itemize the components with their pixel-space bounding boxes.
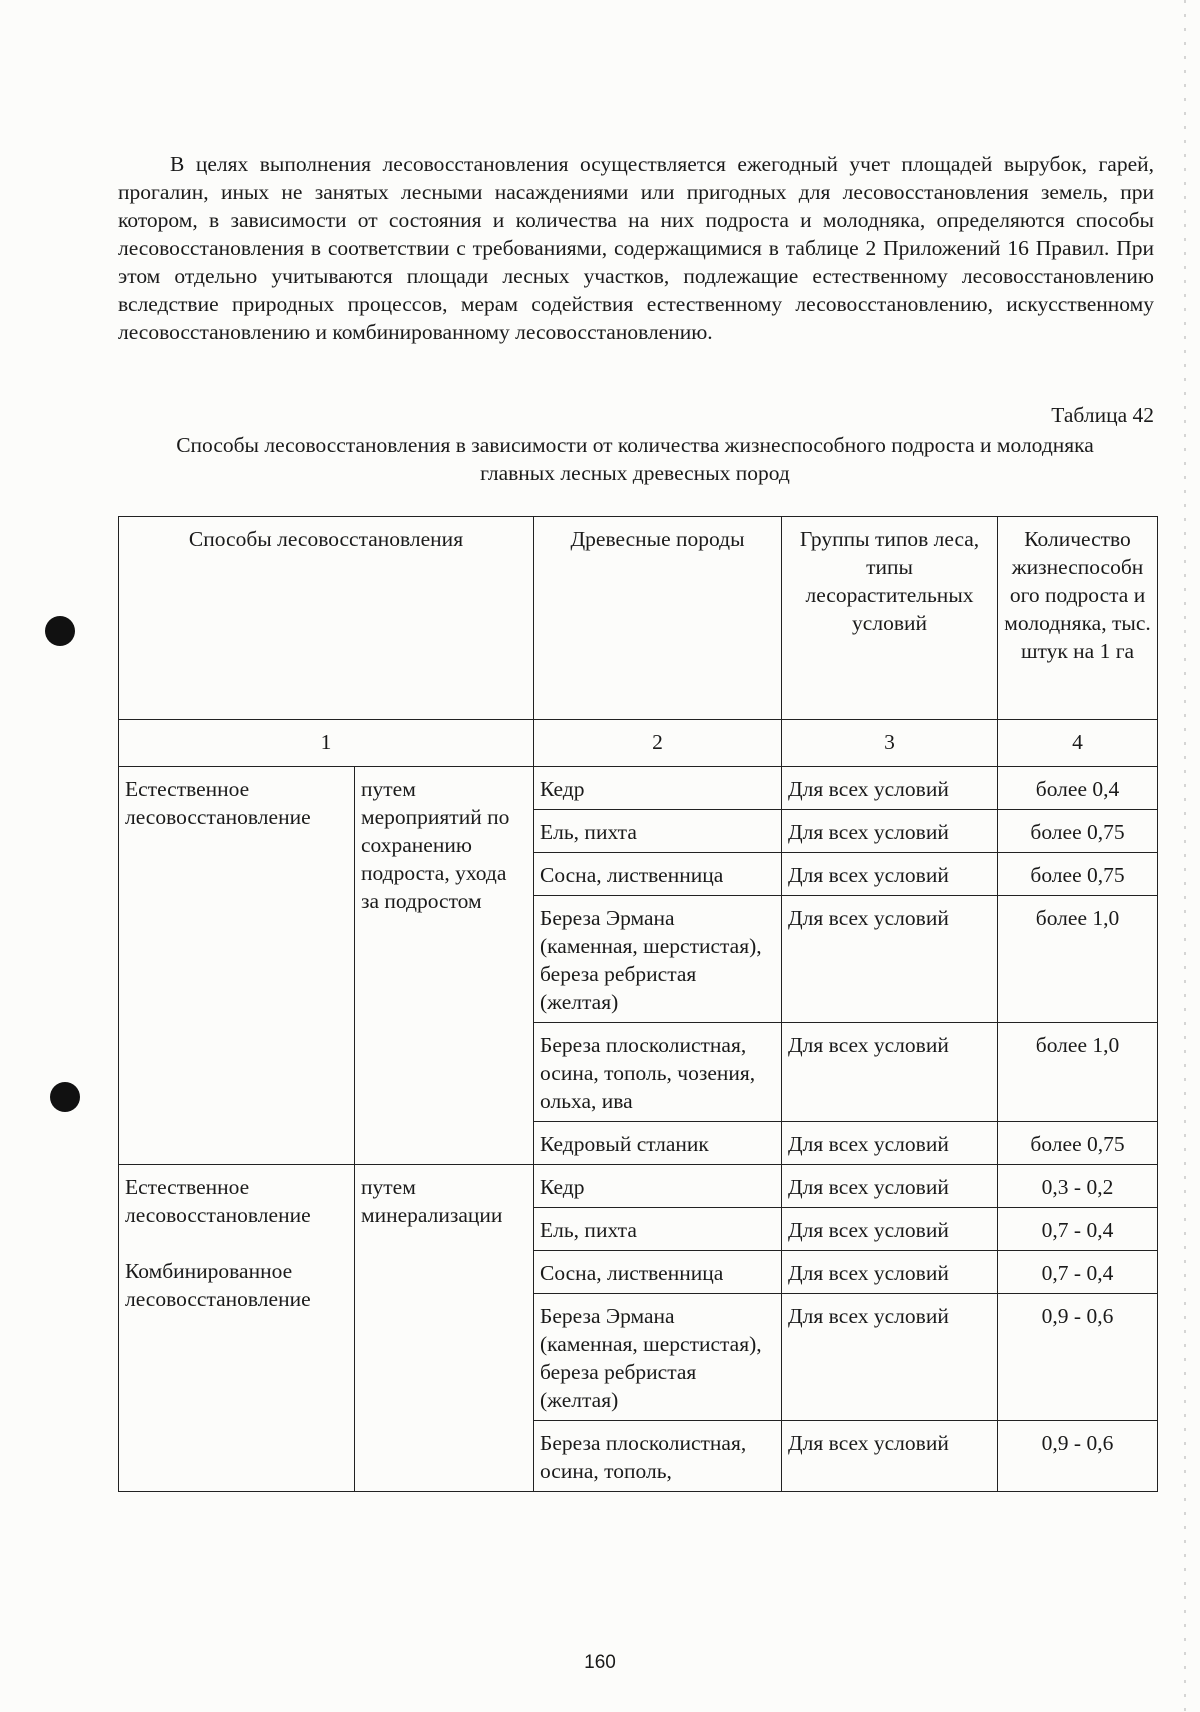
spacer: [125, 1229, 348, 1257]
conditions-cell: Для всех условий: [782, 767, 998, 810]
sub-method-cell: путем минерализации: [355, 1165, 534, 1492]
species-cell: Береза плосколистная, осина, тополь,: [534, 1421, 782, 1492]
species-cell: Кедр: [534, 767, 782, 810]
amount-cell: более 0,75: [998, 853, 1158, 896]
amount-cell: 0,9 - 0,6: [998, 1421, 1158, 1492]
species-cell: Береза Эрмана (каменная, шерстистая), береза ребристая (желтая): [534, 1294, 782, 1421]
amount-cell: более 0,4: [998, 767, 1158, 810]
page-number: 160: [584, 1652, 616, 1673]
amount-cell: более 0,75: [998, 1122, 1158, 1165]
header-species: Древесные породы: [534, 517, 782, 720]
header-amount: Количество жизнеспособн ого подроста и молодняка, тыс. штук на 1 га: [998, 517, 1158, 720]
species-cell: Ель, пихта: [534, 1208, 782, 1251]
species-cell: Кедровый стланик: [534, 1122, 782, 1165]
species-cell: Береза Эрмана (каменная, шерстистая), береза ребристая (желтая): [534, 896, 782, 1023]
intro-paragraph: В целях выполнения лесовосстановления осуществляется ежегодный учет площадей вырубок, гарей, прогалин, иных не занятых лесными насаждениями или пригодных для лесовосстановления земель, при котором, в зависимости от состояния и количества на них подроста и молодняка, определяются способы лесовосстановления в соответствии с требованиями, содержащимися в таблице 2 Приложений 16 Правил. При этом отдельно учитываются площади лесных участков, подлежащие естественному лесовосстановлению вследствие природных процессов, мерам содействия естественному лесовосстановлению, искусственному лесовосстановлению и комбинированному лесовосстановлению.: [118, 152, 1154, 344]
col-number: 1: [119, 720, 534, 767]
col-number: 4: [998, 720, 1158, 767]
col-number: 3: [782, 720, 998, 767]
conditions-cell: Для всех условий: [782, 1165, 998, 1208]
column-number-row: [119, 720, 1158, 767]
amount-cell: более 0,75: [998, 810, 1158, 853]
header-forest-types: Группы типов леса, типы лесорастительных условий: [782, 517, 998, 720]
method-natural: Естественное лесовосстановление: [125, 1175, 311, 1227]
species-cell: Береза плосколистная, осина, тополь, чозения, ольха, ива: [534, 1023, 782, 1122]
conditions-cell: Для всех условий: [782, 1294, 998, 1421]
punch-hole: [50, 1082, 80, 1112]
header-methods: Способы лесовосстановления: [119, 517, 534, 720]
conditions-cell: Для всех условий: [782, 1208, 998, 1251]
conditions-cell: Для всех условий: [782, 853, 998, 896]
col-number: 2: [534, 720, 782, 767]
species-cell: Сосна, лиственница: [534, 853, 782, 896]
amount-cell: 0,9 - 0,6: [998, 1294, 1158, 1421]
reforestation-table: [118, 516, 1158, 1492]
table-row: [119, 767, 1158, 810]
sub-method-cell: путем мероприятий по сохранению подроста, ухода за подростом: [355, 767, 534, 1165]
species-cell: Сосна, лиственница: [534, 1251, 782, 1294]
method-cell: [119, 1165, 355, 1492]
species-cell: Кедр: [534, 1165, 782, 1208]
conditions-cell: Для всех условий: [782, 1421, 998, 1492]
conditions-cell: Для всех условий: [782, 1251, 998, 1294]
method-combined: Комбинированное лесовосстановление: [125, 1259, 311, 1311]
conditions-cell: Для всех условий: [782, 1023, 998, 1122]
conditions-cell: Для всех условий: [782, 1122, 998, 1165]
conditions-cell: Для всех условий: [782, 810, 998, 853]
table-row: [119, 1165, 1158, 1208]
amount-cell: более 1,0: [998, 896, 1158, 1023]
header-row: [119, 517, 1158, 720]
amount-cell: 0,7 - 0,4: [998, 1251, 1158, 1294]
amount-cell: 0,7 - 0,4: [998, 1208, 1158, 1251]
table-title: Способы лесовосстановления в зависимости от количества жизнеспособного подроста и молодняка главных лесных древесных пород: [176, 433, 1094, 485]
punch-hole: [45, 616, 75, 646]
scan-edge-artifact: [1184, 0, 1186, 1712]
amount-cell: более 1,0: [998, 1023, 1158, 1122]
table-number: Таблица 42: [1051, 403, 1154, 427]
conditions-cell: Для всех условий: [782, 896, 998, 1023]
amount-cell: 0,3 - 0,2: [998, 1165, 1158, 1208]
species-cell: Ель, пихта: [534, 810, 782, 853]
method-cell: Естественное лесовосстановление: [119, 767, 355, 1165]
